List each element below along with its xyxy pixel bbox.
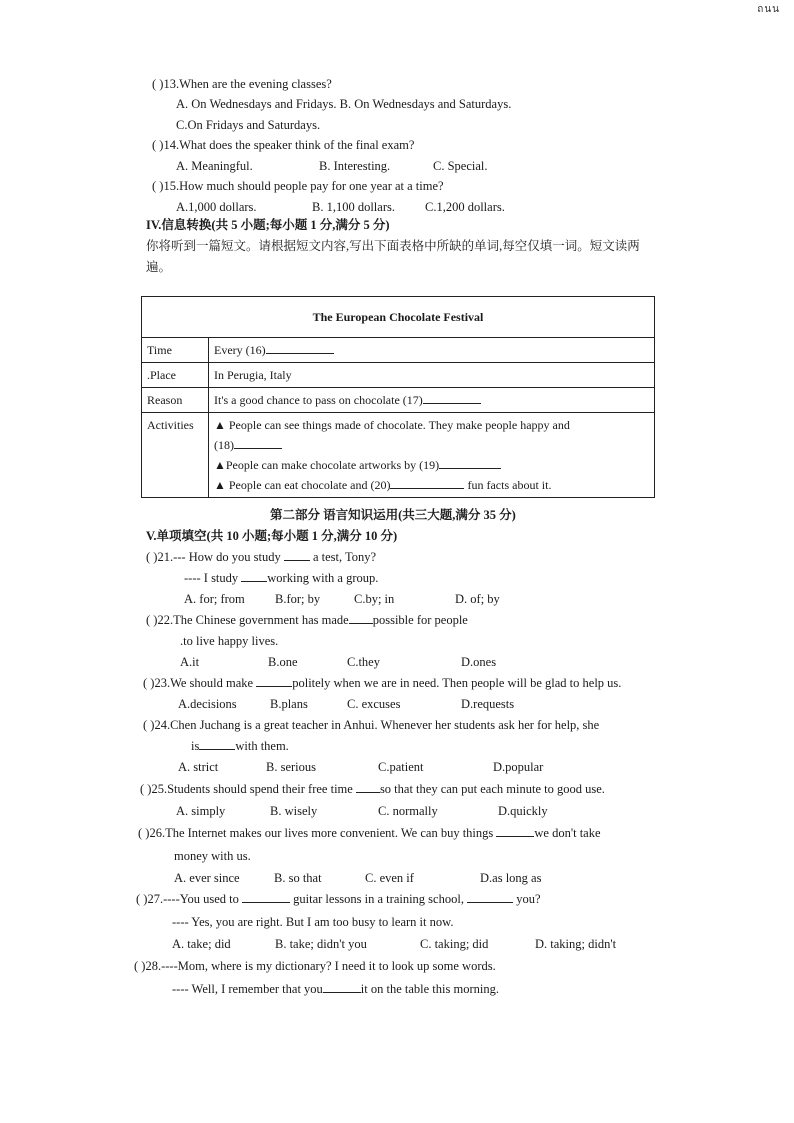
q24-option-c: C.patient [378,760,424,774]
corner-mark: ถนน [757,4,780,15]
question-26-line2: money with us. [174,849,251,863]
question-15: ( )15.How much should people pay for one year at a time? [152,179,444,193]
blank-20[interactable] [390,477,464,489]
activity-1: ▲ People can see things made of chocolate. They make people happy and [214,418,570,432]
q25-option-a: A. simply [176,804,226,818]
q24-option-a: A. strict [178,760,219,774]
q21-option-c: C.by; in [354,592,395,606]
row-label-reason: Reason [142,388,209,413]
row-label-time: Time [142,338,209,363]
q24-option-b: B. serious [266,760,316,774]
q26-option-c: C. even if [365,871,414,885]
section-4-instructions-line1: 你将听到一篇短文。请根据短文内容,写出下面表格中所缺的单词,每空仅填一词。短文读两 [146,239,640,253]
blank-22[interactable] [349,612,373,624]
question-24-line2: is with them. [191,739,289,753]
q23-option-d: D.requests [461,697,515,711]
question-21: ( )21.--- How do you study a test, Tony? [146,550,377,564]
blank-24[interactable] [199,738,235,750]
q26-option-d: D.as long as [480,871,542,885]
q21-option-d: D. of; by [455,592,500,606]
question-26: ( )26.The Internet makes our lives more convenient. We can buy things we don't take [138,826,601,840]
q23-option-a: A.decisions [178,697,237,711]
q22-option-b: B.one [268,655,298,669]
activity-1-cont: (18) [214,435,649,455]
question-28-line2: ---- Well, I remember that you it on the table this morning. [172,982,499,996]
question-27-line2: ---- Yes, you are right. But I am too busy to learn it now. [172,915,454,929]
blank-21b[interactable] [241,570,267,582]
q22-option-a: A.it [180,655,200,669]
question-21-line2: ---- I study working with a group. [184,571,379,585]
table-title: The European Chocolate Festival [142,297,655,338]
question-27: ( )27.----You used to guitar lessons in a training school, you? [136,892,541,906]
row-label-activities: Activities [142,413,209,498]
q27-option-c: C. taking; did [420,937,489,951]
activity-3: ▲ People can eat chocolate and (20) fun facts about it. [214,478,552,492]
question-15-option-a: A.1,000 dollars. [176,200,257,214]
blank-28[interactable] [323,981,361,993]
q23-option-c: C. excuses [347,697,401,711]
blank-26[interactable] [496,825,534,837]
q21-option-b: B.for; by [275,592,321,606]
table-row [142,388,655,413]
q25-option-c: C. normally [378,804,438,818]
part-2-title: 第二部分 语言知识运用(共三大题,满分 35 分) [270,508,516,522]
q26-option-a: A. ever since [174,871,240,885]
q25-option-b: B. wisely [270,804,318,818]
table-row [142,338,655,363]
question-15-option-c: C.1,200 dollars. [425,200,505,214]
blank-19[interactable] [439,457,501,469]
table-row [142,363,655,388]
question-24: ( )24.Chen Juchang is a great teacher in Anhui. Whenever her students ask her for help, she [143,718,600,732]
question-15-option-b: B. 1,100 dollars. [312,200,395,214]
q22-option-c: C.they [347,655,380,669]
blank-25[interactable] [356,781,380,793]
question-14-option-a: A. Meaningful. [176,159,253,173]
question-13-options-line2: C.On Fridays and Saturdays. [176,118,321,132]
question-28: ( )28.----Mom, where is my dictionary? I need it to look up some words. [134,959,496,973]
question-14-option-c: C. Special. [433,159,488,173]
row-value-reason: It's a good chance to pass on chocolate (17) [209,388,655,413]
question-22-line2: .to live happy lives. [180,634,279,648]
table-row [142,413,655,498]
q22-option-d: D.ones [461,655,497,669]
blank-23[interactable] [256,675,292,687]
q27-option-a: A. take; did [172,937,231,951]
q25-option-d: D.quickly [498,804,548,818]
q21-option-a: A. for; from [184,592,245,606]
section-5-title: V.单项填空(共 10 小题;每小题 1 分,满分 10 分) [146,529,398,543]
blank-18[interactable] [234,437,282,449]
blank-17[interactable] [423,392,481,404]
row-value-place: In Perugia, Italy [209,363,655,388]
question-14-option-b: B. Interesting. [319,159,391,173]
question-23: ( )23.We should make politely when we are in need. Then people will be glad to help us. [143,676,622,690]
q24-option-d: D.popular [493,760,544,774]
row-value-activities [209,413,655,498]
section-4-title: IV.信息转换(共 5 小题;每小题 1 分,满分 5 分) [146,218,390,232]
row-label-place: .Place [142,363,209,388]
question-25: ( )25.Students should spend their free time so that they can put each minute to good use. [140,782,605,796]
festival-table [141,296,655,498]
question-13: ( )13.When are the evening classes? [152,77,332,91]
blank-27b[interactable] [467,891,513,903]
section-4-instructions-line2: 遍。 [146,260,172,274]
row-value-time: Every (16) [209,338,655,363]
q27-option-b: B. take; didn't you [275,937,367,951]
q26-option-b: B. so that [274,871,322,885]
q23-option-b: B.plans [270,697,308,711]
question-13-options-line1: A. On Wednesdays and Fridays. B. On Wednesdays and Saturdays. [176,97,512,111]
activity-2: ▲People can make chocolate artworks by (19) [214,455,649,475]
question-14: ( )14.What does the speaker think of the final exam? [152,138,415,152]
blank-16[interactable] [266,342,334,354]
blank-21a[interactable] [284,549,310,561]
question-22: ( )22.The Chinese government has made possible for people [146,613,468,627]
blank-27a[interactable] [242,891,290,903]
q27-option-d: D. taking; didn't [535,937,617,951]
